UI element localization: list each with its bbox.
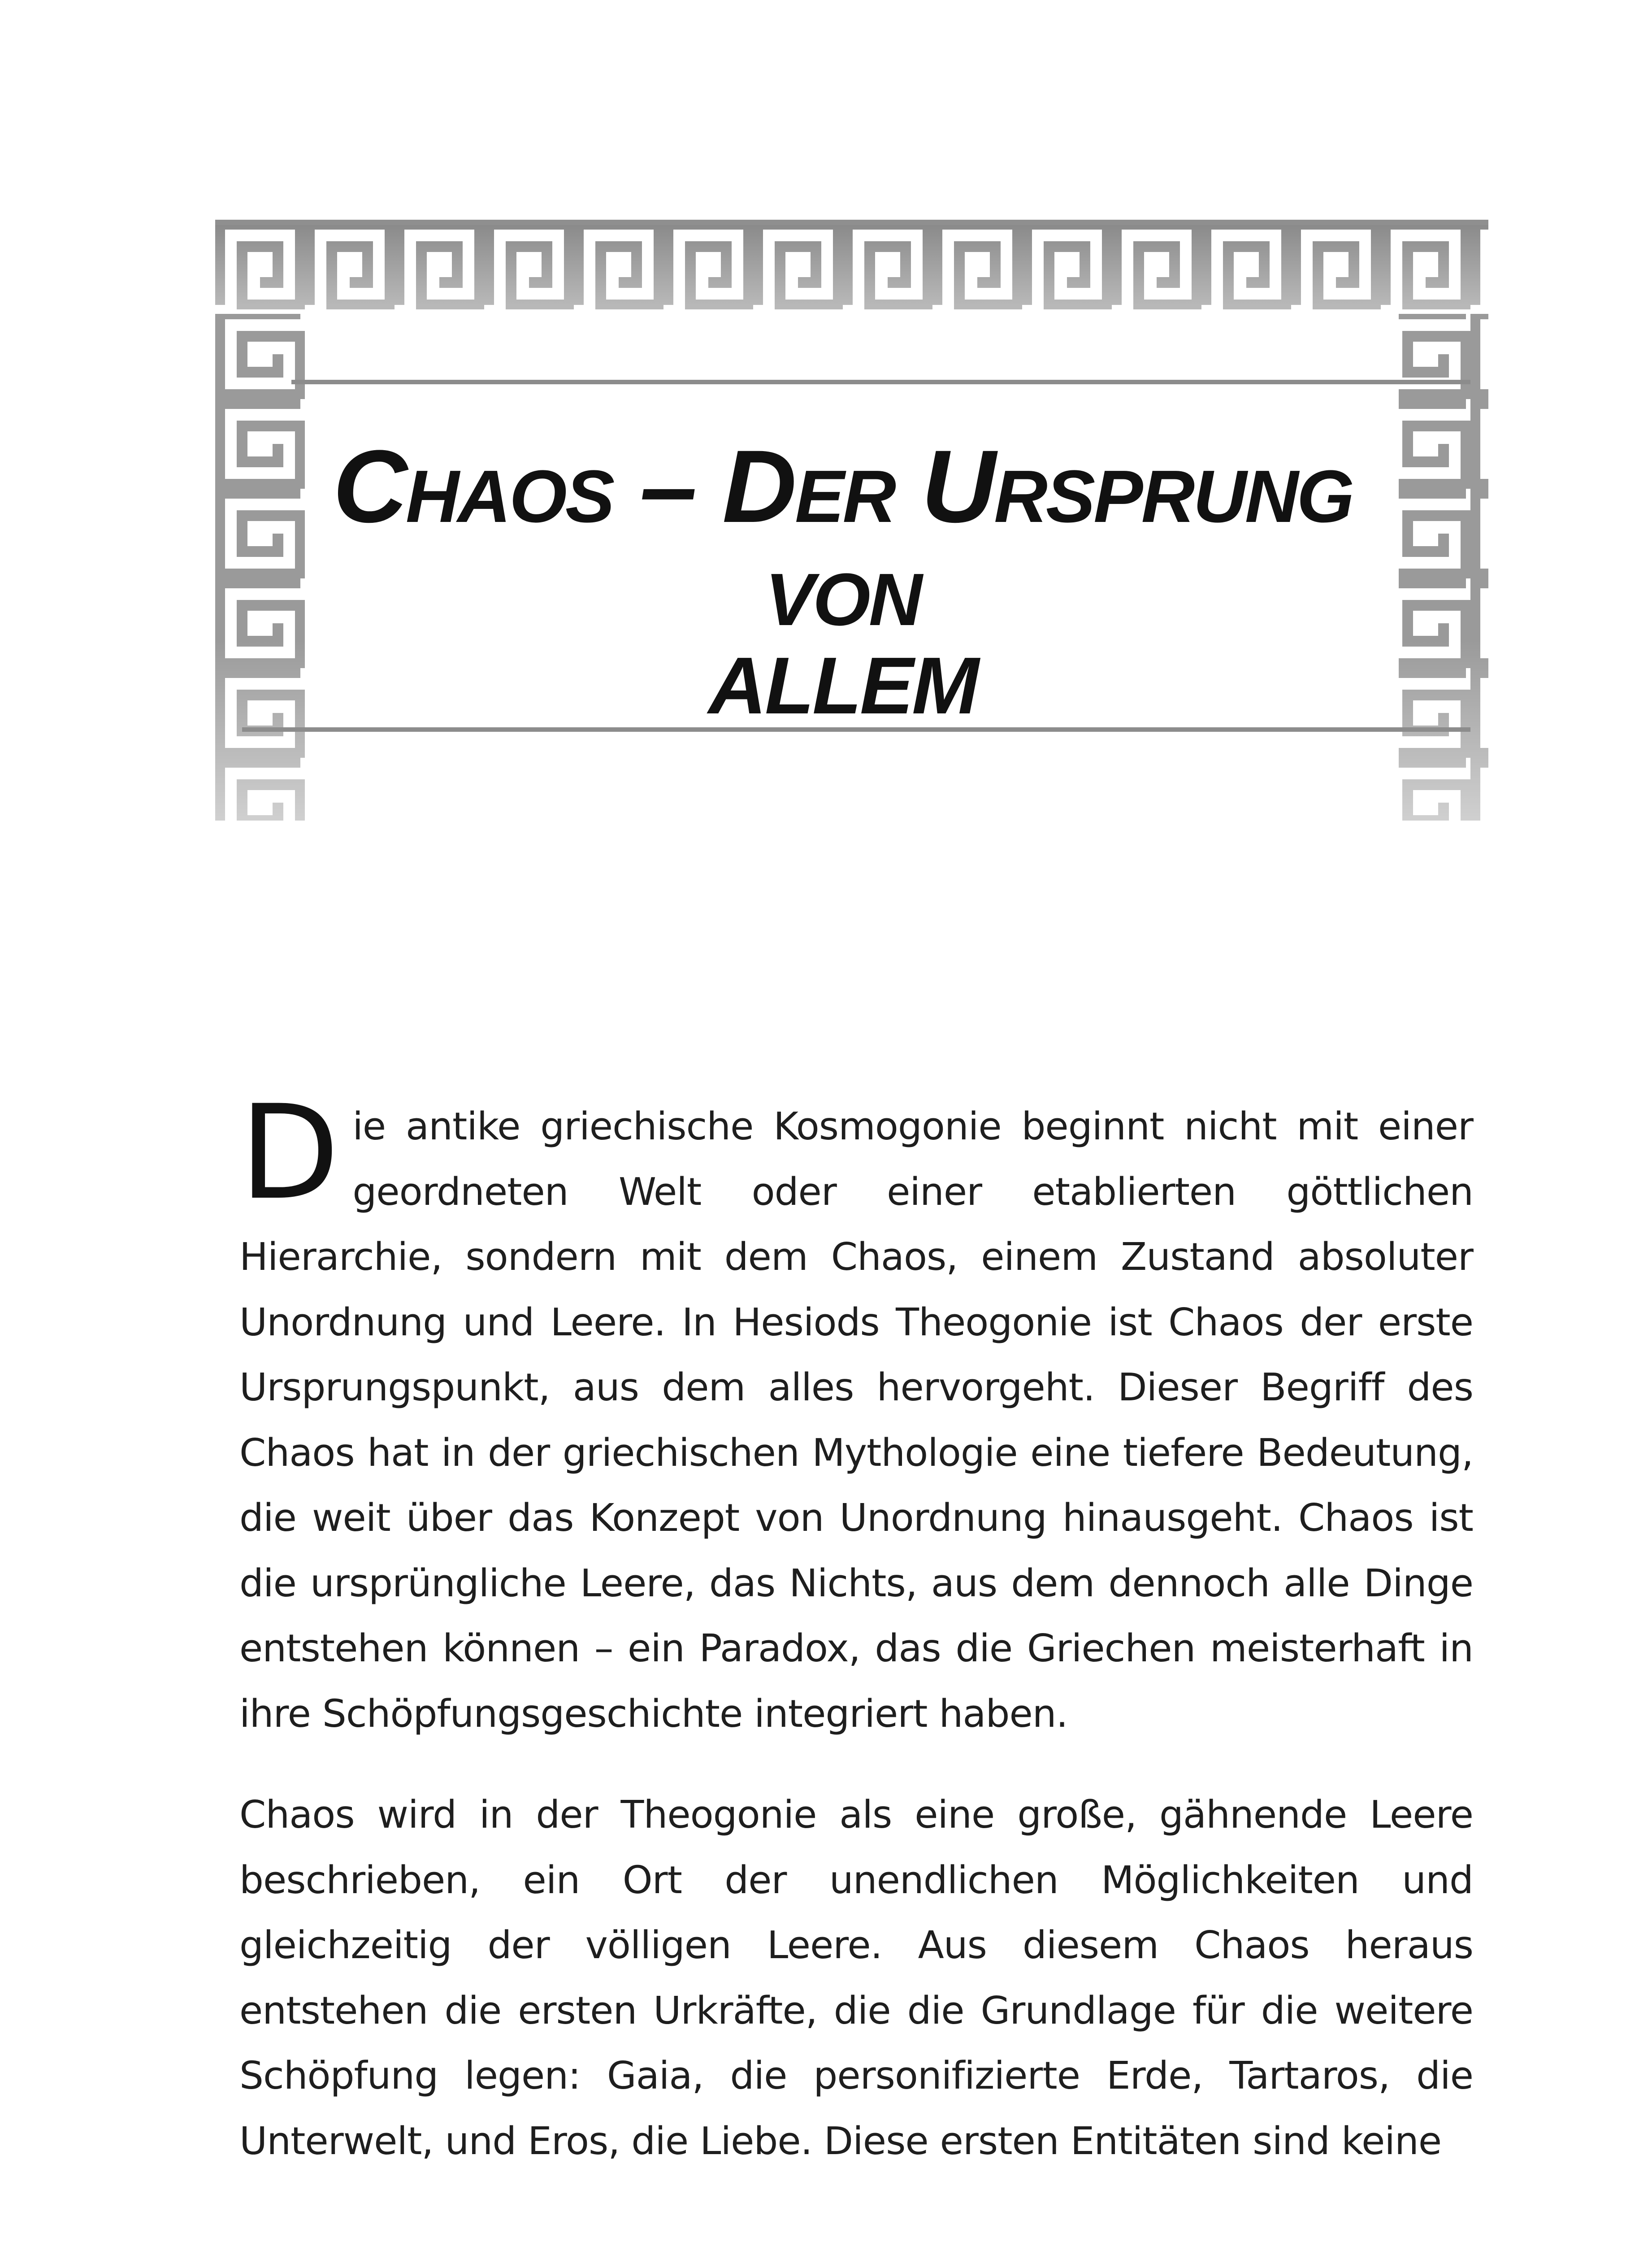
chapter-title (309, 429, 1376, 731)
title-dash: – (613, 429, 723, 544)
left-meander-column (215, 314, 305, 821)
title-space (894, 429, 921, 544)
chapter-title-line1 (309, 429, 1376, 641)
body-text (239, 1078, 1473, 2174)
right-meander-column (1399, 314, 1488, 821)
paragraph-1-text: ie antike griechische Kosmogonie beginnt nicht mit einer geordneten Welt oder einer etablierten göttlichen Hierarchie, sondern mit dem Chaos, einem Zustand absoluter Unordnung und Leere. In Hesiods Theogonie ist Chaos der erste Ursprungspunkt, aus dem alles hervorgeht. Dieser Begriff des Chaos hat in der griechischen Mythologie eine tiefere Bedeutung, die weit über das Konzept von Unordnung hinausgeht. Chaos ist die ursprüngliche Leere, das Nichts, aus dem dennoch alle Dinge entstehen können – ein Paradox, das die Griechen meisterhaft in ihre Schöpfungsgeschichte integriert haben. (239, 1104, 1473, 1736)
drop-cap: D (239, 1078, 339, 1229)
title-initial-u: U (921, 429, 994, 544)
title-smallcaps-er: ER (795, 455, 895, 538)
title-smallcaps-rsprung-von: RSPRUNG VON (765, 455, 1353, 641)
paragraph-2: Chaos wird in der Theogonie als eine große, gähnende Leere beschrieben, ein Ort der unendlichen Möglichkeiten und gleichzeitig der völligen Leere. Aus diesem Chaos heraus entstehen die ersten Urkräfte, die die Grundlage für die weitere Schöpfung legen: Gaia, die personifizierte Erde, Tartaros, die Unterwelt, und Eros, die Liebe. Diese ersten Entitäten sind keine (239, 1793, 1473, 2164)
chapter-title-line2: ALLEM (708, 641, 977, 731)
title-smallcaps-haos: HAOS (405, 455, 613, 538)
title-initial-c: C (333, 429, 406, 544)
paragraph-1 (239, 1078, 1473, 1747)
top-meander-band (215, 220, 1488, 309)
title-initial-d: D (722, 429, 795, 544)
